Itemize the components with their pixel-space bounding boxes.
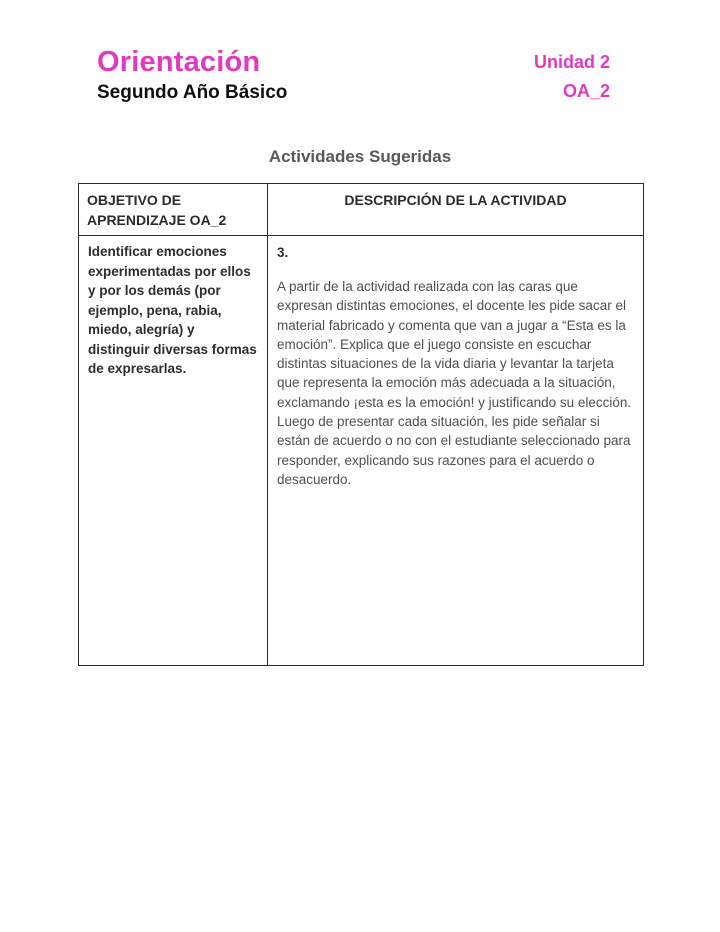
table-row xyxy=(79,236,644,666)
objective-text: Identificar emociones experimentadas por ellos y por los demás (por ejemplo, pena, rabia, miedo, alegría) y distinguir diversas formas de expresarlas. xyxy=(88,244,257,376)
description-header-cell: DESCRIPCIÓN DE LA ACTIVIDAD xyxy=(268,184,644,236)
header-left-block xyxy=(97,44,287,104)
document-header xyxy=(97,44,610,104)
table-header-row xyxy=(79,184,644,236)
section-title: Actividades Sugeridas xyxy=(268,147,452,166)
objective-cell xyxy=(79,236,268,666)
subject-title: Orientación xyxy=(97,46,261,78)
activities-table xyxy=(78,183,644,666)
activity-cell xyxy=(268,236,644,666)
grade-subtitle: Segundo Año Básico xyxy=(97,82,288,103)
unit-label: Unidad 2 xyxy=(533,52,610,72)
activity-number: 3. xyxy=(277,245,289,260)
activity-description: A partir de la actividad realizada con las caras que expresan distintas emociones, el docente les pide sacar el material fabricado y comenta que van a jugar a “Esta es la emoción”. Explica que el juego consiste en escuchar distintas situaciones de la vida diaria y levantar la tarjeta que representa la emoción más adecuada a la situación, exclamando ¡esta es la emoción! y justificando su elección. Luego de presentar cada situación, les pide señalar si están de acuerdo o no con el estudiante seleccionado para responder, explicando sus razones para el acuerdo o desacuerdo. xyxy=(277,279,632,487)
objective-header-cell: OBJETIVO DE APRENDIZAJE OA_2 xyxy=(79,184,268,236)
header-right-block xyxy=(534,51,610,102)
oa-code-label: OA_2 xyxy=(562,81,610,101)
